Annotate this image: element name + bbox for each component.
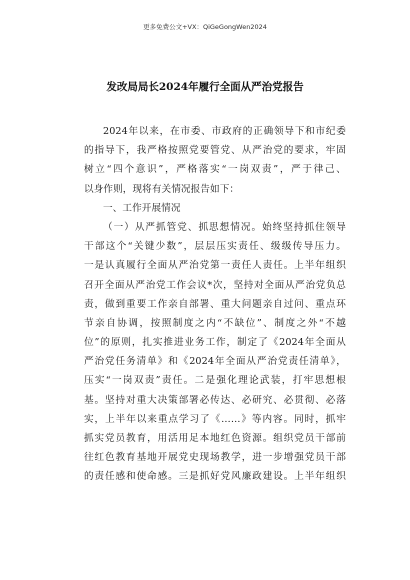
- body-line: 干部这个“关键少数”，层层压实责任、级级传导压力。: [84, 241, 346, 253]
- body-line: 召开全面从严治党工作会议*次，坚持对全面从严治党负总: [84, 279, 346, 291]
- body-line: 节亲自协调，按照制度之内“不缺位”、制度之外“不越: [84, 317, 346, 329]
- body-line: 严治党任务清单》和《2024年全面从严治党责任清单》，: [84, 356, 346, 368]
- body-line: 位”的原则，扎实推进业务工作，制定了《2024年全面从: [84, 337, 346, 349]
- body-line: 树立“四个意识”，严格落实“一岗双责”，严于律己、: [84, 164, 346, 176]
- body-line: 的责任感和使命感。三是抓好党风廉政建设。上半年组织: [84, 471, 346, 483]
- body-line: 压实“一岗双责”责任。二是强化理论武装，打牢思想根: [84, 375, 346, 387]
- document-title: 发改局局长2024年履行全面从严治党报告: [106, 81, 304, 93]
- document-body: [84, 122, 346, 487]
- section-heading: 一、工作开展情况: [103, 202, 181, 214]
- body-line: 以身作则，现将有关情况报告如下：: [84, 183, 240, 195]
- body-line: （一）从严抓管党、抓思想情况。始终坚持抓住领导: [103, 221, 346, 233]
- body-line: 2024年以来，在市委、市政府的正确领导下和市纪委: [103, 126, 346, 137]
- header-note: 更多免费公文+VX：QiGeGongWen2024: [143, 23, 267, 31]
- body-line: 的指导下，我严格按照党要管党、从严治党的要求，牢固: [84, 145, 346, 157]
- body-line: 实，上半年以来重点学习了《……》等内容。同时，抓牢: [84, 413, 346, 425]
- body-line: 责，做到重要工作亲自部署、重大问题亲自过问、重点环: [84, 298, 346, 310]
- body-line: 抓实党员教育，用活用足本地红色资源。组织党员干部前: [84, 433, 346, 444]
- body-line: 一是认真履行全面从严治党第一责任人责任。上半年组织: [84, 260, 346, 272]
- body-line: 基。坚持对重大决策部署必传达、必研究、必贯彻、必落: [84, 394, 346, 406]
- body-line: 往红色教育基地开展党史现场教学，进一步增强党员干部: [84, 452, 346, 464]
